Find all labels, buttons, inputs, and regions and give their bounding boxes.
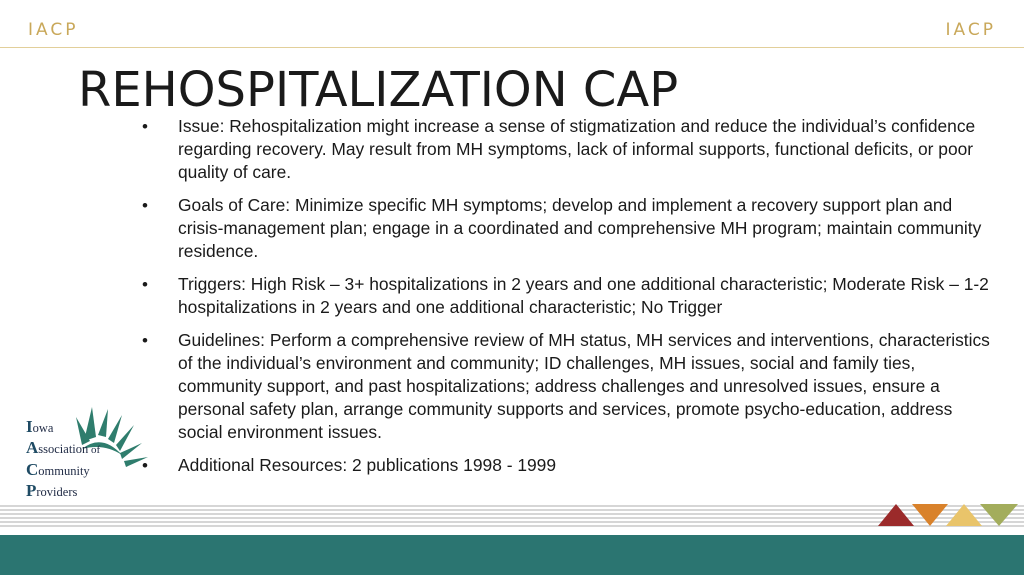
bullet-guidelines (142, 329, 992, 444)
bullet-text: Additional Resources: 2 publications 1998 - 1999 (178, 455, 557, 475)
footer-bar (0, 535, 1024, 575)
bullet-glyph: • (142, 456, 148, 475)
bullet-text: Issue: Rehospitalization might increase a sense of stigmatization and reduce the individual’s confidence regarding recovery. May result from MH symptoms, lack of informal supports, functional deficits, or poor quality of care. (178, 116, 976, 182)
bullet-goals (142, 194, 992, 263)
bullet-list (142, 115, 992, 487)
triangle-decoration (876, 502, 1020, 528)
top-rule (0, 47, 1024, 48)
bullet-triggers (142, 273, 992, 319)
bullet-glyph: • (142, 275, 148, 294)
triangle-yellow (946, 504, 982, 526)
bullet-glyph: • (142, 117, 148, 136)
bullet-text: Guidelines: Perform a comprehensive review of MH status, MH services and interventions, characteristics of the individual’s environment and community; ID challenges, MH issues, social and family ties, community support, and past hospitalizations; address challenges and unresolved issues, ensure a personal safety plan, arrange community supports and services, promote psycho-education, address social environment issues. (178, 330, 990, 442)
triangle-red (878, 504, 914, 526)
slide-title: REHOSPITALIZATION CAP (78, 62, 679, 118)
bullet-text: Triggers: High Risk – 3+ hospitalizations in 2 years and one additional characteristic; Moderate Risk – 1-2 hospitalizations in 2 years and one additional characteristic; No Trigger (178, 274, 989, 317)
footer-stripes (0, 505, 1024, 529)
bullet-resources (142, 454, 992, 477)
bullet-text: Goals of Care: Minimize specific MH symptoms; develop and implement a recovery support plan and crisis-management plan; engage in a coordinated and comprehensive MH program; maintain community residence. (178, 195, 982, 261)
bullet-glyph: • (142, 331, 148, 350)
brand-right: IACP (945, 20, 996, 40)
triangle-olive (980, 504, 1018, 526)
bullet-glyph: • (142, 196, 148, 215)
brand-left: IACP (28, 20, 79, 40)
iacp-logo (22, 405, 162, 500)
triangle-orange (912, 504, 948, 526)
logo-text: Iowa Association of Community Providers (26, 417, 101, 500)
bullet-issue (142, 115, 992, 184)
